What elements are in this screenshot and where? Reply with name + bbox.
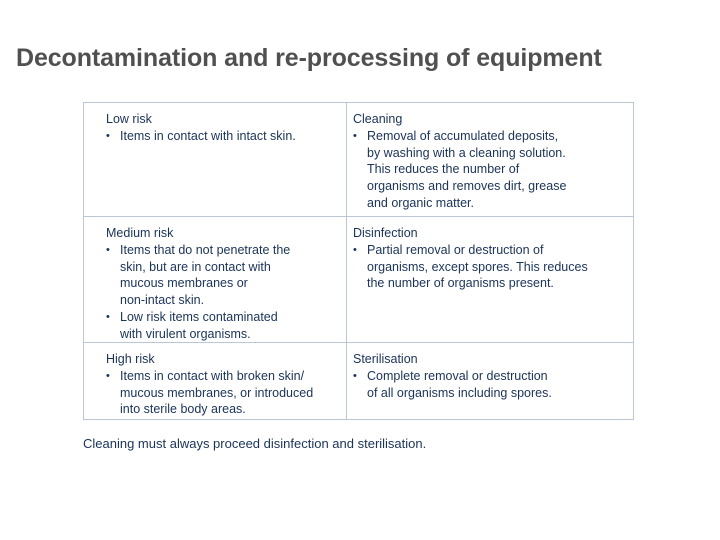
- risk-decontamination-table: [83, 102, 634, 420]
- risk-level-cell: [106, 351, 346, 418]
- bullet-text: Complete removal or destruction of all organisms including spores.: [367, 368, 552, 400]
- footnote: Cleaning must always proceed disinfection and sterilisation.: [83, 436, 427, 451]
- bullet-text: Items in contact with broken skin/ mucous membranes, or introduced into sterile body areas.: [120, 368, 314, 417]
- risk-level-cell: [106, 225, 346, 343]
- bullet-item: [106, 128, 346, 145]
- process-heading: Disinfection: [353, 226, 418, 240]
- table-row-medium-risk: [84, 216, 633, 343]
- process-heading: Cleaning: [353, 112, 403, 126]
- bullet-dot-icon: •: [106, 129, 110, 142]
- process-cell: [353, 225, 633, 292]
- risk-level-cell: [106, 111, 346, 145]
- bullet-item: [106, 242, 346, 309]
- bullet-item: [353, 128, 633, 212]
- bullet-dot-icon: •: [106, 369, 110, 382]
- risk-level-heading: High risk: [106, 352, 155, 366]
- bullet-item: [353, 368, 633, 402]
- table-row-low-risk: [84, 103, 633, 216]
- table-row-high-risk: [84, 342, 633, 421]
- bullet-item: [353, 242, 633, 292]
- bullet-text: Partial removal or destruction of organisms, except spores. This reduces the number of organisms present.: [367, 242, 588, 291]
- process-heading: Sterilisation: [353, 352, 418, 366]
- bullet-dot-icon: •: [106, 310, 110, 323]
- bullet-dot-icon: •: [353, 243, 357, 256]
- process-cell: [353, 351, 633, 401]
- bullet-dot-icon: •: [353, 369, 357, 382]
- bullet-text: Removal of accumulated deposits, by washing with a cleaning solution. This reduces the number of organisms and removes dirt, grease and organic matter.: [367, 128, 567, 210]
- bullet-dot-icon: •: [106, 243, 110, 256]
- bullet-item: [106, 368, 346, 418]
- risk-level-heading: Low risk: [106, 112, 152, 126]
- bullet-text: Items in contact with intact skin.: [120, 128, 296, 143]
- bullet-dot-icon: •: [353, 129, 357, 142]
- risk-level-heading: Medium risk: [106, 226, 174, 240]
- bullet-text: Low risk items contaminated with virulent organisms.: [120, 309, 278, 341]
- process-cell: [353, 111, 633, 212]
- slide-title: Decontamination and re-processing of equipment: [16, 44, 602, 72]
- bullet-text: Items that do not penetrate the skin, but are in contact with mucous membranes or non-intact skin.: [120, 242, 291, 308]
- bullet-item: [106, 309, 346, 343]
